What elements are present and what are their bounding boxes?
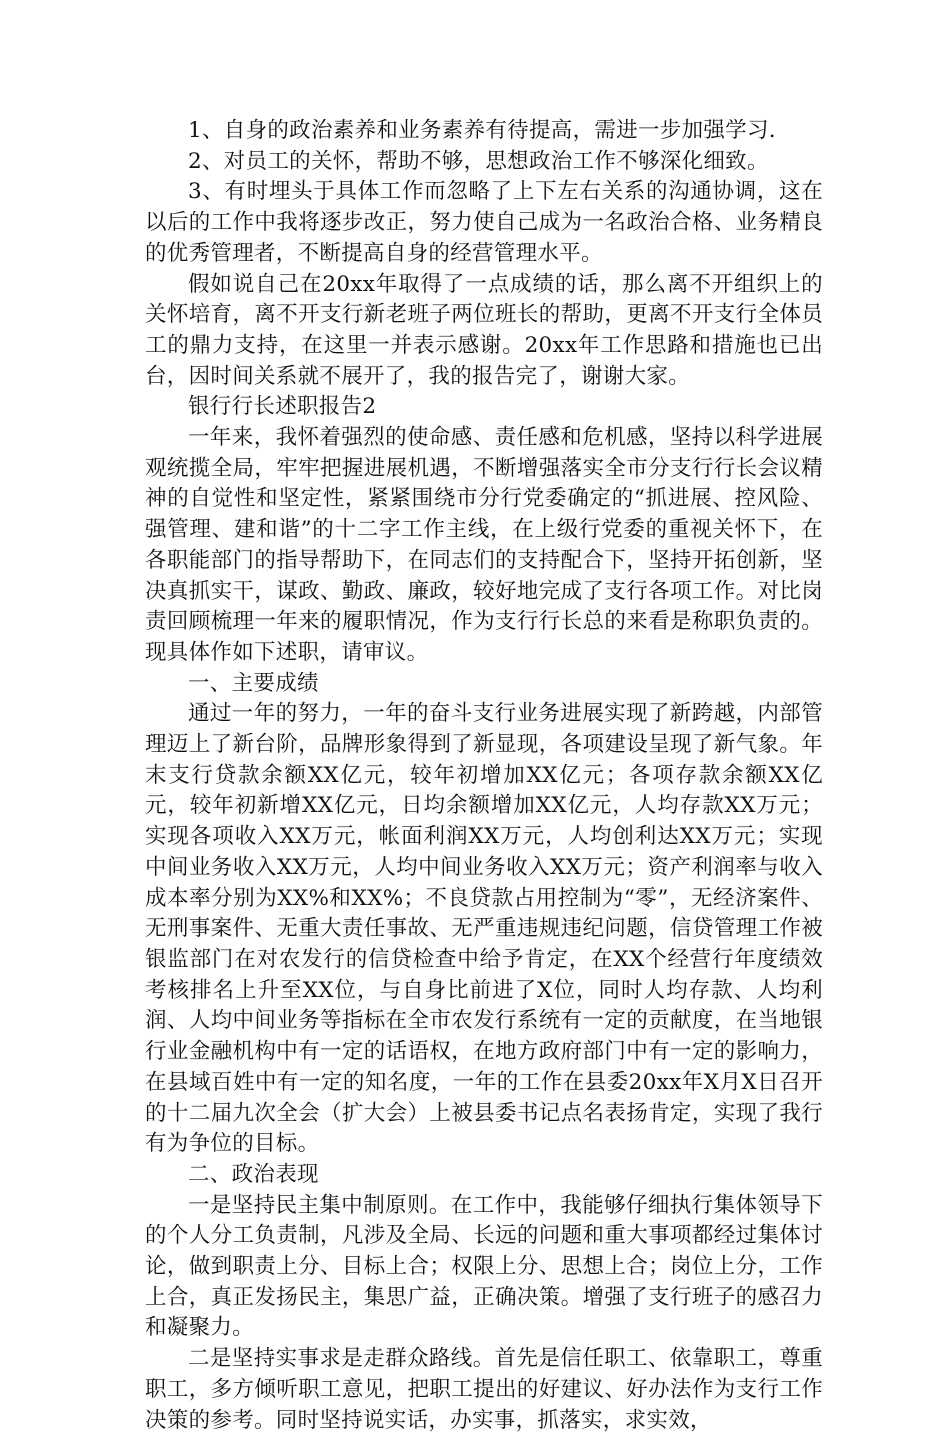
paragraph: 二是坚持实事求是走群众路线。首先是信任职工、依靠职工，尊重职工，多方倾听职工意见，把职工提出的好建议、好办法作为支行工作决策的参考。同时坚持说实话，办实事，抓落实，求实效，	[145, 1346, 823, 1433]
paragraph: 通过一年的努力，一年的奋斗支行业务进展实现了新跨越，内部管理迈上了新台阶，品牌形象得到了新显现，各项建设呈现了新气象。年末支行贷款余额XX亿元，较年初增加XX亿元；各项存款余额XX亿元，较年初新增XX亿元，日均余额增加XX亿元，人均存款XX万元；实现各项收入XX万元，帐面利润XX万元，人均创利达XX万元；实现中间业务收入XX万元，人均中间业务收入XX万元；资产利润率与收入成本率分别为XX%和XX%；不良贷款占用控制为“零”，无经济案件、无刑事案件、无重大责任事故、无严重违规违纪问题，信贷管理工作被银监部门在对农发行的信贷检查中给予肯定，在XX个经营行年度绩效考核排名上升至XX位，与自身比前进了X位，同时人均存款、人均利润、人均中间业务等指标在全市农发行系统有一定的贡献度，在当地银行业金融机构中有一定的话语权，在地方政府部门中有一定的影响力，在县域百姓中有一定的知名度，一年的工作在县委20xx年X月X日召开的十二届九次全会（扩大会）上被县委书记点名表扬肯定，实现了我行有为争位的目标。	[145, 701, 823, 1157]
paragraph: 3、有时埋头于具体工作而忽略了上下左右关系的沟通协调，这在以后的工作中我将逐步改正，努力使自己成为一名政治合格、业务精良的优秀管理者，不断提高自身的经营管理水平。	[145, 179, 823, 266]
paragraph: 1、自身的政治素养和业务素养有待提高，需进一步加强学习.	[188, 118, 776, 143]
paragraph: 一是坚持民主集中制原则。在工作中，我能够仔细执行集体领导下的个人分工负责制，凡涉及全局、长远的问题和重大事项都经过集体讨论，做到职责上分、目标上合；权限上分、思想上合；岗位上分，工作上合，真正发扬民主，集思广益，正确决策。增强了支行班子的感召力和凝聚力。	[145, 1192, 823, 1341]
section-heading: 二、政治表现	[188, 1161, 319, 1187]
paragraph: 一年来，我怀着强烈的使命感、责任感和危机感，坚持以科学进展观统揽全局，牢牢把握进展机遇，不断增强落实全市分支行行长会议精神的自觉性和坚定性，紧紧围绕市分行党委确定的“抓进展、控风险、强管理、建和谐”的十二字工作主线，在上级行党委的重视关怀下，在各职能部门的指导帮助下，在同志们的支持配合下，坚持开拓创新，坚决真抓实干，谋政、勤政、廉政，较好地完成了支行各项工作。对比岗责回顾梳理一年来的履职情况，作为支行行长总的来看是称职负责的。现具体作如下述职，请审议。	[145, 425, 823, 665]
section-heading: 一、主要成绩	[188, 670, 319, 696]
paragraph: 假如说自己在20xx年取得了一点成绩的话，那么离不开组织上的关怀培育，离不开支行新老班子两位班长的帮助，更离不开支行全体员工的鼎力支持，在这里一并表示感谢。20xx年工作思路和措施也已出台，因时间关系就不展开了，我的报告完了，谢谢大家。	[145, 271, 823, 389]
document-body	[145, 116, 823, 1436]
paragraph: 2、对员工的关怀，帮助不够，思想政治工作不够深化细致。	[188, 148, 769, 174]
section-heading: 银行行长述职报告2	[188, 394, 377, 420]
